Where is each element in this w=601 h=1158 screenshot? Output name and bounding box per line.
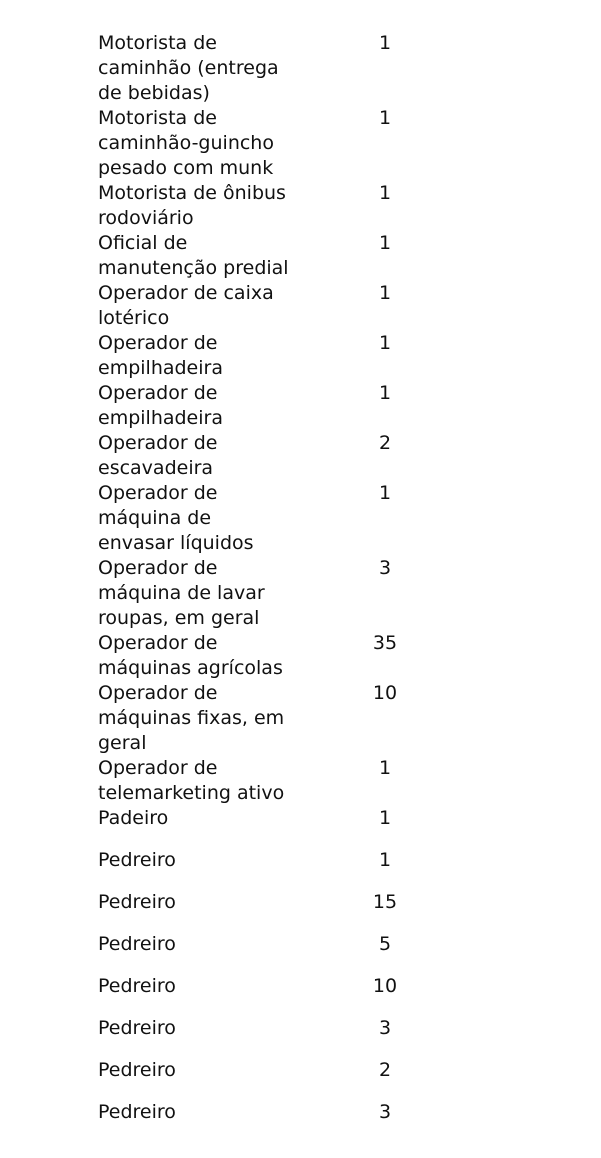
occupation-name-line: Oficial de xyxy=(98,232,188,254)
occupation-name-line: Operador de xyxy=(98,632,218,654)
occupation-name xyxy=(98,806,308,831)
vacancy-count: 10 xyxy=(372,975,398,997)
occupation-name-line: Operador de xyxy=(98,557,218,579)
occupation-name xyxy=(98,848,308,873)
occupation-name-line: empilhadeira xyxy=(98,357,223,379)
list-item xyxy=(0,756,601,806)
list-item xyxy=(0,631,601,681)
list-item xyxy=(0,31,601,106)
list-item xyxy=(0,231,601,281)
vacancy-count: 1 xyxy=(378,849,392,871)
vacancy-count: 1 xyxy=(378,232,392,254)
list-item xyxy=(0,106,601,181)
occupation-name-line: Pedreiro xyxy=(98,975,176,997)
occupation-name-line: lotérico xyxy=(98,307,170,329)
occupation-name-line: Pedreiro xyxy=(98,891,176,913)
occupation-name-line: Pedreiro xyxy=(98,933,176,955)
list-item xyxy=(0,848,601,890)
occupation-name-line: empilhadeira xyxy=(98,407,223,429)
occupation-name xyxy=(98,431,308,481)
occupation-name xyxy=(98,556,308,631)
occupation-name-line: máquinas agrícolas xyxy=(98,657,283,679)
list-item xyxy=(0,381,601,431)
occupation-name-line: rodoviário xyxy=(98,207,194,229)
occupation-name-line: Pedreiro xyxy=(98,1059,176,1081)
occupation-name xyxy=(98,381,308,431)
occupation-name-line: Pedreiro xyxy=(98,1017,176,1039)
vacancy-count: 1 xyxy=(378,282,392,304)
vacancy-count: 35 xyxy=(372,632,398,654)
vacancy-count: 2 xyxy=(378,432,392,454)
occupation-name-line: Operador de xyxy=(98,432,218,454)
occupation-name-line: Padeiro xyxy=(98,807,169,829)
list-item xyxy=(0,1058,601,1100)
occupation-name-line: Operador de caixa xyxy=(98,282,274,304)
vacancy-count: 15 xyxy=(372,891,398,913)
occupation-name xyxy=(98,756,308,806)
job-openings-list xyxy=(0,31,601,1142)
list-item xyxy=(0,681,601,756)
occupation-name xyxy=(98,481,308,556)
list-item xyxy=(0,890,601,932)
vacancy-count: 1 xyxy=(378,757,392,779)
occupation-name-line: máquina de xyxy=(98,507,212,529)
occupation-name xyxy=(98,681,308,756)
vacancy-count: 1 xyxy=(378,382,392,404)
vacancy-count: 1 xyxy=(378,807,392,829)
occupation-name xyxy=(98,231,308,281)
occupation-name xyxy=(98,974,308,999)
occupation-name-line: telemarketing ativo xyxy=(98,782,285,804)
vacancy-count: 3 xyxy=(378,1017,392,1039)
list-item xyxy=(0,331,601,381)
occupation-name xyxy=(98,890,308,915)
list-item xyxy=(0,181,601,231)
occupation-name xyxy=(98,181,308,231)
vacancy-count: 3 xyxy=(378,1101,392,1123)
vacancy-count: 1 xyxy=(378,332,392,354)
list-item xyxy=(0,431,601,481)
occupation-name xyxy=(98,1016,308,1041)
occupation-name-line: pesado com munk xyxy=(98,157,274,179)
vacancy-count: 10 xyxy=(372,682,398,704)
list-item xyxy=(0,932,601,974)
occupation-name xyxy=(98,631,308,681)
occupation-name xyxy=(98,31,308,106)
occupation-name-line: caminhão (entrega xyxy=(98,57,279,79)
occupation-name xyxy=(98,1100,308,1125)
list-item xyxy=(0,974,601,1016)
occupation-name-line: máquina de lavar xyxy=(98,582,265,604)
vacancy-count: 5 xyxy=(378,933,392,955)
list-item xyxy=(0,556,601,631)
occupation-name-line: envasar líquidos xyxy=(98,532,254,554)
occupation-name-line: Operador de xyxy=(98,382,218,404)
occupation-name xyxy=(98,331,308,381)
occupation-name xyxy=(98,932,308,957)
occupation-name-line: Motorista de xyxy=(98,107,217,129)
occupation-name xyxy=(98,1058,308,1083)
occupation-name-line: Pedreiro xyxy=(98,1101,176,1123)
vacancy-count: 1 xyxy=(378,32,392,54)
list-item xyxy=(0,806,601,848)
occupation-name-line: roupas, em geral xyxy=(98,607,260,629)
occupation-name xyxy=(98,106,308,181)
occupation-name-line: Motorista de ônibus xyxy=(98,182,286,204)
occupation-name-line: Motorista de xyxy=(98,32,217,54)
occupation-name-line: Operador de xyxy=(98,757,218,779)
occupation-name-line: escavadeira xyxy=(98,457,214,479)
occupation-name-line: Operador de xyxy=(98,332,218,354)
occupation-name-line: máquinas fixas, em xyxy=(98,707,285,729)
occupation-name xyxy=(98,281,308,331)
vacancy-count: 1 xyxy=(378,482,392,504)
list-item xyxy=(0,1100,601,1142)
vacancy-count: 1 xyxy=(378,107,392,129)
occupation-name-line: Operador de xyxy=(98,682,218,704)
occupation-name-line: Operador de xyxy=(98,482,218,504)
occupation-name-line: manutenção predial xyxy=(98,257,289,279)
vacancy-count: 3 xyxy=(378,557,392,579)
list-item xyxy=(0,281,601,331)
list-item xyxy=(0,1016,601,1058)
occupation-name-line: caminhão-guincho xyxy=(98,132,274,154)
occupation-name-line: de bebidas) xyxy=(98,82,210,104)
vacancy-count: 2 xyxy=(378,1059,392,1081)
occupation-name-line: geral xyxy=(98,732,147,754)
occupation-name-line: Pedreiro xyxy=(98,849,176,871)
vacancy-count: 1 xyxy=(378,182,392,204)
list-item xyxy=(0,481,601,556)
